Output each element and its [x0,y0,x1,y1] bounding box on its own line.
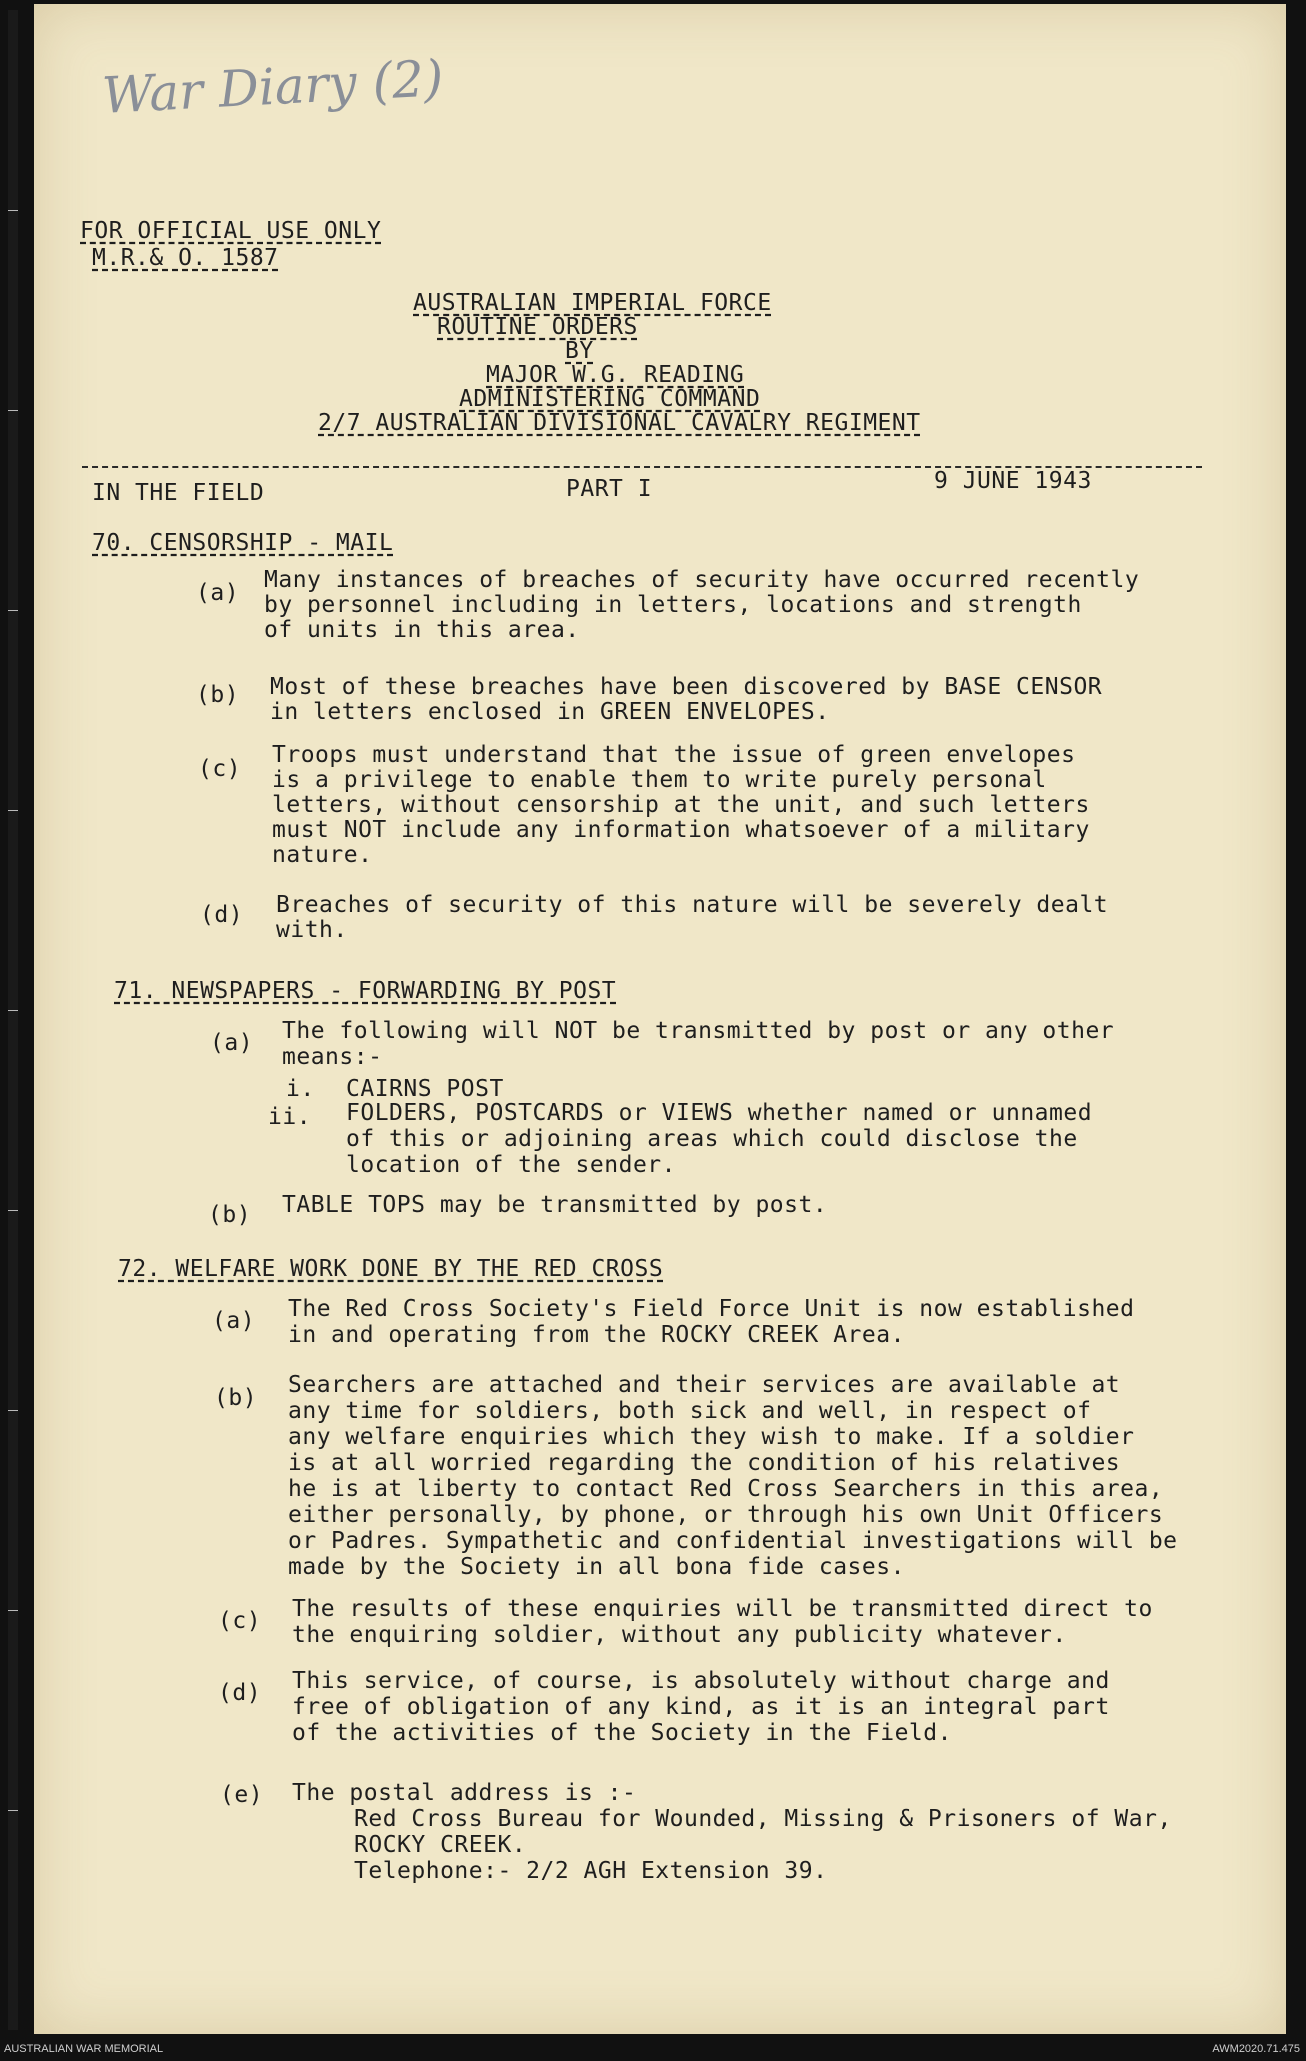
item-text-line: FOLDERS, POSTCARDS or VIEWS whether named or unnamed [346,1100,1093,1126]
item-label: (c) [198,756,242,782]
item-text-line: Searchers are attached and their services are available at [288,1372,1121,1398]
title-line-5: ADMINISTERING COMMAND [459,386,761,412]
item-text-line: The Red Cross Society's Field Force Unit is now established [288,1296,1135,1322]
item-text-line: Most of these breaches have been discovered by BASE CENSOR [270,674,1103,700]
sub-item-label: ii. [268,1104,312,1130]
item-text-line: with. [276,917,348,943]
item-label: (b) [214,1385,258,1411]
item-text-line: CAIRNS POST [346,1076,504,1102]
item-label: (c) [218,1608,262,1634]
item-text-line: of units in this area. [264,617,580,643]
item-text-line: means:- [282,1044,383,1070]
item-text-line: nature. [272,842,373,868]
item-text-line: TABLE TOPS may be transmitted by post. [282,1192,828,1218]
item-label: (b) [208,1202,252,1228]
footer-archive-name: AUSTRALIAN WAR MEMORIAL [4,2043,164,2055]
section-72-heading: 72. WELFARE WORK DONE BY THE RED CROSS [118,1256,664,1282]
footer-catalogue-id: AWM2020.71.475 [1212,2043,1300,2055]
item-text-line: in letters enclosed in GREEN ENVELOPES. [270,699,830,725]
title-line-2: ROUTINE ORDERS [437,314,638,340]
item-label: (d) [218,1680,262,1706]
item-text-line: the enquiring soldier, without any publicity whatever. [292,1622,1067,1648]
item-text-line: must NOT include any information whatsoever of a military [272,817,1090,843]
item-text-line: Breaches of security of this nature will be severely dealt [276,892,1109,918]
item-text-line: by personnel including in letters, locations and strength [264,592,1082,618]
part-label: PART I [566,476,653,502]
ruler-strip [8,10,18,2030]
item-text-line: letters, without censorship at the unit, and such letters [272,792,1090,818]
title-line-3: BY [565,338,594,364]
handwritten-annotation: War Diary (2) [100,49,445,125]
sub-item-label: i. [286,1076,315,1102]
item-text-line: he is at liberty to contact Red Cross Searchers in this area, [288,1476,1164,1502]
item-text-line: either personally, by phone, or through his own Unit Officers [288,1502,1164,1528]
item-text-line: in and operating from the ROCKY CREEK Area. [288,1322,905,1348]
item-text-line: or Padres. Sympathetic and confidential investigations will be [288,1528,1178,1554]
item-text-line: Telephone:- 2/2 AGH Extension 39. [354,1858,828,1884]
item-text-line: This service, of course, is absolutely without charge and [292,1668,1110,1694]
title-line-1: AUSTRALIAN IMPERIAL FORCE [413,290,772,316]
item-label: (b) [196,682,240,708]
title-line-6: 2/7 AUSTRALIAN DIVISIONAL CAVALRY REGIMENT [318,410,921,436]
official-use-label: FOR OFFICIAL USE ONLY [80,218,382,244]
item-text-line: any time for soldiers, both sick and well, in respect of [288,1398,1092,1424]
date-label: 9 JUNE 1943 [934,468,1092,494]
item-text-line: ROCKY CREEK. [354,1832,527,1858]
item-text-line: The postal address is :- [292,1780,637,1806]
item-text-line: free of obligation of any kind, as it is an integral part [292,1694,1110,1720]
item-text-line: Many instances of breaches of security have occurred recently [264,567,1140,593]
item-text-line: is at all worried regarding the condition of his relatives [288,1450,1121,1476]
item-label: (a) [212,1308,256,1334]
item-label: (e) [220,1782,264,1808]
location-label: IN THE FIELD [92,480,265,506]
item-text-line: any welfare enquiries which they wish to make. If a soldier [288,1424,1135,1450]
item-text-line: The following will NOT be transmitted by post or any other [282,1018,1115,1044]
item-label: (a) [210,1030,254,1056]
title-line-4: MAJOR W.G. READING [486,362,745,388]
item-text-line: of this or adjoining areas which could disclose the [346,1126,1078,1152]
order-reference: M.R.& O. 1587 [92,245,279,271]
item-text-line: Red Cross Bureau for Wounded, Missing & Prisoners of War, [354,1806,1172,1832]
item-text-line: is a privilege to enable them to write purely personal [272,767,1047,793]
item-text-line: of the activities of the Society in the Field. [292,1720,952,1746]
item-text-line: The results of these enquiries will be transmitted direct to [292,1596,1153,1622]
item-label: (d) [200,902,244,928]
section-70-heading: 70. CENSORSHIP - MAIL [92,530,394,556]
item-label: (a) [196,580,240,606]
item-text-line: made by the Society in all bona fide cases. [288,1554,905,1580]
item-text-line: Troops must understand that the issue of green envelopes [272,742,1076,768]
section-71-heading: 71. NEWSPAPERS - FORWARDING BY POST [114,978,617,1004]
item-text-line: location of the sender. [346,1152,676,1178]
